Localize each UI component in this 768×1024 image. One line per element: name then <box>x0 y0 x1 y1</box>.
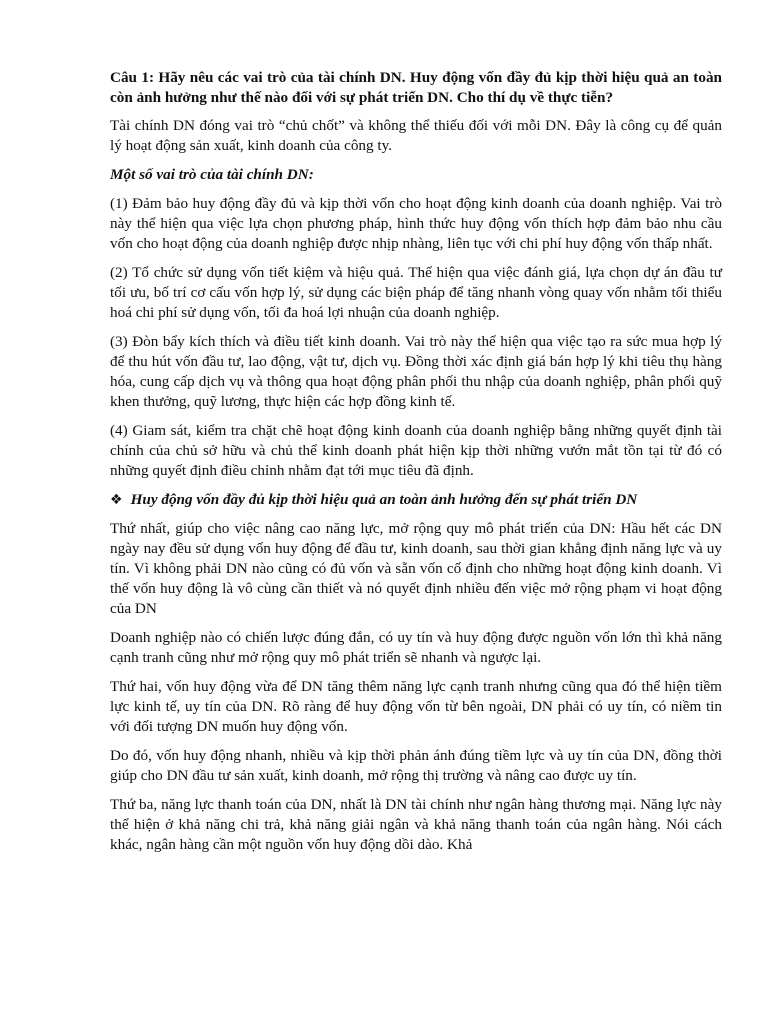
impact-heading <box>110 490 722 510</box>
impact-paragraph-2: Doanh nghiệp nào có chiến lược đúng đắn, có uy tín và huy động được nguồn vốn lớn thì khả năng cạnh tranh cũng như mở rộng quy mô phát triển sẽ nhanh và ngược lại. <box>110 629 722 666</box>
impact-paragraph-4: Do đó, vốn huy động nhanh, nhiều và kịp thời phản ánh đúng tiềm lực và uy tín của DN, đồng thời giúp cho DN đầu tư sản xuất, kinh doanh, mở rộng thị trường và nâng cao được uy tín. <box>110 747 722 784</box>
impact-paragraph-1: Thứ nhất, giúp cho việc nâng cao năng lực, mở rộng quy mô phát triển của DN: Hầu hết các DN ngày nay đều sử dụng vốn huy động để đầu tư, kinh doanh, sau thời gian khẳng định năng lực và uy tín. Vì không phải DN nào cũng có đủ vốn và sẵn vốn cố định cho những hoạt động kinh doanh. Vì thế vốn huy động là vô cùng cần thiết và nó quyết định nhiều đến việc mở rộng phạm vi hoạt động của DN <box>110 520 722 617</box>
impact-paragraph-3: Thứ hai, vốn huy động vừa để DN tăng thêm năng lực cạnh tranh nhưng cũng qua đó thể hiện tiềm lực kinh tế, uy tín của DN. Rõ ràng để huy động vốn từ bên ngoài, DN phải có uy tín, có niềm tin với đối tượng DN muốn huy động vốn. <box>110 678 722 735</box>
role-paragraph-3: (3) Đòn bẩy kích thích và điều tiết kinh doanh. Vai trò này thể hiện qua việc tạo ra sức mua hợp lý để thu hút vốn đầu tư, lao động, vật tư, dịch vụ. Đồng thời xác định giá bán hợp lý khi tiêu thụ hàng hóa, cung cấp dịch vụ và thông qua hoạt động phân phối thu nhập của doanh nghiệp, phân phối quỹ khen thưởng, quỹ lương, thực hiện các hợp đồng kinh tế. <box>110 333 722 410</box>
impact-paragraph-5: Thứ ba, năng lực thanh toán của DN, nhất là DN tài chính như ngân hàng thương mại. Năng lực này thể hiện ở khả năng chi trả, khả năng giải ngân và khả năng thanh toán của ngân hàng. Nói cách khác, ngân hàng cần một nguồn vốn huy động dồi dào. Khả <box>110 796 722 853</box>
roles-heading: Một số vai trò của tài chính DN: <box>110 166 314 183</box>
impact-heading-text: Huy động vốn đầy đủ kịp thời hiệu quả an toàn ảnh hưởng đến sự phát triển DN <box>130 491 638 508</box>
role-paragraph-4: (4) Giam sát, kiểm tra chặt chẽ hoạt động kinh doanh của doanh nghiệp bằng những quyết định tài chính của chủ sở hữu và chủ thể kinh doanh phát hiện kịp thời những vướn mắt tồn tại từ đó có những quyết định điều chỉnh nhằm đạt tới mục tiêu đã định. <box>110 422 722 479</box>
role-paragraph-2: (2) Tổ chức sử dụng vốn tiết kiệm và hiệu quả. Thể hiện qua việc đánh giá, lựa chọn dự án đầu tư tối ưu, bố trí cơ cấu vốn hợp lý, sử dụng các biện pháp để tăng nhanh vòng quay vốn nhằm tối thiểu hoá chi phí sử dụng vốn, tối đa hoá lợi nhuận của doanh nghiệp. <box>110 264 722 321</box>
question-heading: Câu 1: Hãy nêu các vai trò của tài chính DN. Huy động vốn đầy đủ kịp thời hiệu quả an toàn còn ảnh hưởng như thế nào đối với sự phát triển DN. Cho thí dụ về thực tiễn? <box>110 69 722 106</box>
document-page <box>110 68 722 864</box>
intro-paragraph: Tài chính DN đóng vai trò “chủ chốt” và không thể thiếu đối với mỗi DN. Đây là công cụ để quản lý hoạt động sản xuất, kinh doanh của công ty. <box>110 117 722 154</box>
diamond-bullet-icon: ❖ <box>110 492 123 508</box>
role-paragraph-1: (1) Đảm bảo huy động đầy đủ và kịp thời vốn cho hoạt động kinh doanh của doanh nghiệp. Vai trò này thể hiện qua việc lựa chọn phương pháp, hình thức huy động vốn thích hợp đảm bảo nhu cầu vốn cho hoạt động của doanh nghiệp được nhịp nhàng, liên tục với chi phí huy động vốn thấp nhất. <box>110 195 722 252</box>
